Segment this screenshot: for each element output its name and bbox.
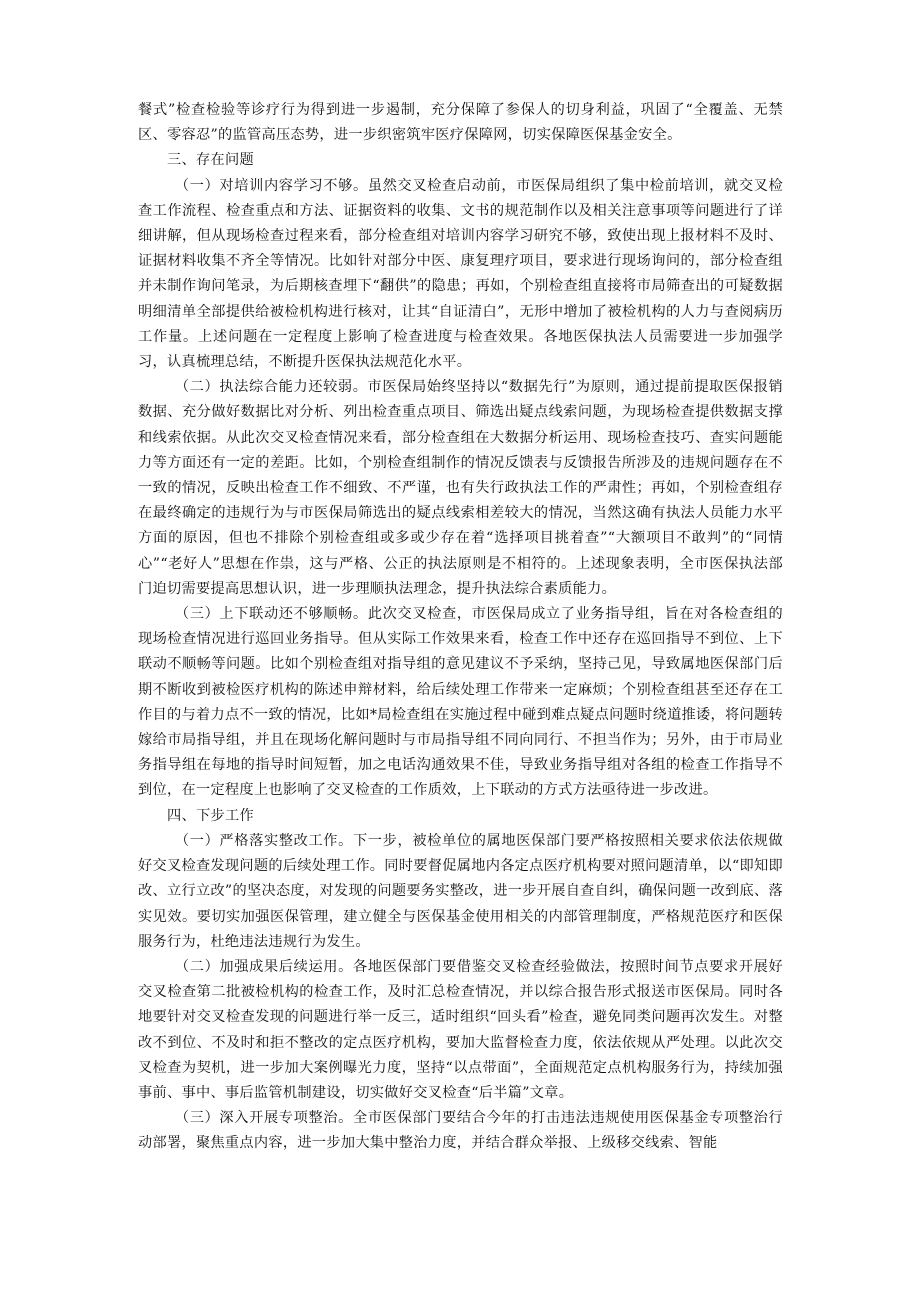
body-paragraph-results: （二）加强成果后续运用。各地医保部门要借鉴交叉检查经验做法，按照时间节点要求开展好交叉检查第二批被检机构的检查工作，及时汇总检查情况，并以综合报告形式报送市医保局。同时各地要针对交叉检查发现的问题进行举一反三，适时组织“回头看”检查，避免同类问题再次发生。对整改不到位、不及时和拒不整改的定点医疗机构，要加大监督检查力度，依法依规从严处理。以此次交叉检查为契机，进一步加大案例曝光力度，坚持“以点带面”，全面规范定点机构服务行为，持续加强事前、事中、事后监管机制建设，切实做好交叉检查“后半篇”文章。 <box>138 958 783 1101</box>
body-paragraph-special-action: （三）深入开展专项整治。全市医保部门要结合今年的打击违法违规使用医保基金专项整治行动部署，聚焦重点内容，进一步加大集中整治力度，并结合群众举报、上级移交线索、智能 <box>138 1110 783 1152</box>
body-paragraph-rectification: （一）严格落实整改工作。下一步，被检单位的属地医保部门要严格按照相关要求依法依规做好交叉检查发现问题的后续处理工作。同时要督促属地内各定点医疗机构要对照问题清单，以“即知即改、立行立改”的坚决态度，对发现的问题要务实整改，进一步开展自查自纠，确保问题一改到底、落实见效。要切实加强医保管理，建立健全与医保基金使用相关的内部管理制度，严格规范医疗和医保服务行为，杜绝违法违规行为发生。 <box>138 832 784 950</box>
document-page <box>138 98 783 1157</box>
section-heading-next-steps: 四、下步工作 <box>167 807 254 824</box>
continuation-paragraph: 餐式”检查检验等诊疗行为得到进一步遏制，充分保障了参保人的切身利益，巩固了“全覆盖、无禁区、零容忍”的监管高压态势，进一步织密筑牢医疗保障网，切实保障医保基金安全。 <box>138 102 783 144</box>
section-heading-problems: 三、存在问题 <box>167 152 254 169</box>
body-paragraph-training: （一）对培训内容学习不够。虽然交叉检查启动前，市医保局组织了集中检前培训，就交叉检查工作流程、检查重点和方法、证据资料的收集、文书的规范制作以及相关注意事项等问题进行了详细讲解，但从现场检查过程来看，部分检查组对培训内容学习研究不够，致使出现上报材料不及时、证据材料收集不齐全等情况。比如针对部分中医、康复理疗项目，要求进行现场询问的，部分检查组并未制作询问笔录，为后期核查埋下“翻供”的隐患；再如，个别检查组直接将市局筛查出的可疑数据明细清单全部提供给被检机构进行核对，让其“自证清白”，无形中增加了被检机构的人力与查阅病历工作量。上述问题在一定程度上影响了检查进度与检查效果。各地医保执法人员需要进一步加强学习，认真梳理总结，不断提升医保执法规范化水平。 <box>138 177 783 371</box>
body-paragraph-coordination: （三）上下联动还不够顺畅。此次交叉检查，市医保局成立了业务指导组，旨在对各检查组的现场检查情况进行巡回业务指导。但从实际工作效果来看，检查工作中还存在巡回指导不到位、上下联动不顺畅等问题。比如个别检查组对指导组的意见建议不予采纳，坚持己见，导致属地医保部门后期不断收到被检医疗机构的陈述申辩材料，给后续处理工作带来一定麻烦；个别检查组甚至还存在工作目的与着力点不一致的情况，比如*局检查组在实施过程中碰到难点疑点问题时绕道推诿，将问题转嫁给市局指导组，并且在现场化解问题时与市局指导组不同向同行、不担当作为；另外，由于市局业务指导组在每地的指导时间短暂，加之电话沟通效果不佳，导致业务指导组对各组的检查工作指导不到位，在一定程度上也影响了交叉检查的工作质效，上下联动的方式方法亟待进一步改进。 <box>138 606 783 799</box>
body-paragraph-enforcement: （二）执法综合能力还较弱。市医保局始终坚持以“数据先行”为原则，通过提前提取医保报销数据、充分做好数据比对分析、列出检查重点项目、筛选出疑点线索问题，为现场检查提供数据支撑和线索依据。从此次交叉检查情况来看，部分检查组在大数据分析运用、现场检查技巧、查实问题能力等方面还有一定的差距。比如，个别检查组制作的情况反馈表与反馈报告所涉及的违规问题存在不一致的情况，反映出检查工作不细致、不严谨，也有失行政执法工作的严肃性；再如，个别检查组存在最终确定的违规行为与市医保局筛选出的疑点线索相差较大的情况，当然这确有执法人员能力水平方面的原因，但也不排除个别检查组或多或少存在着“选择项目挑着查”“大额项目不敢判”的“同情心”“老好人”思想在作祟，这与严格、公正的执法原则是不相符的。上述现象表明，全市医保执法部门迫切需要提高思想认识，进一步理顺执法理念，提升执法综合素质能力。 <box>138 379 783 597</box>
